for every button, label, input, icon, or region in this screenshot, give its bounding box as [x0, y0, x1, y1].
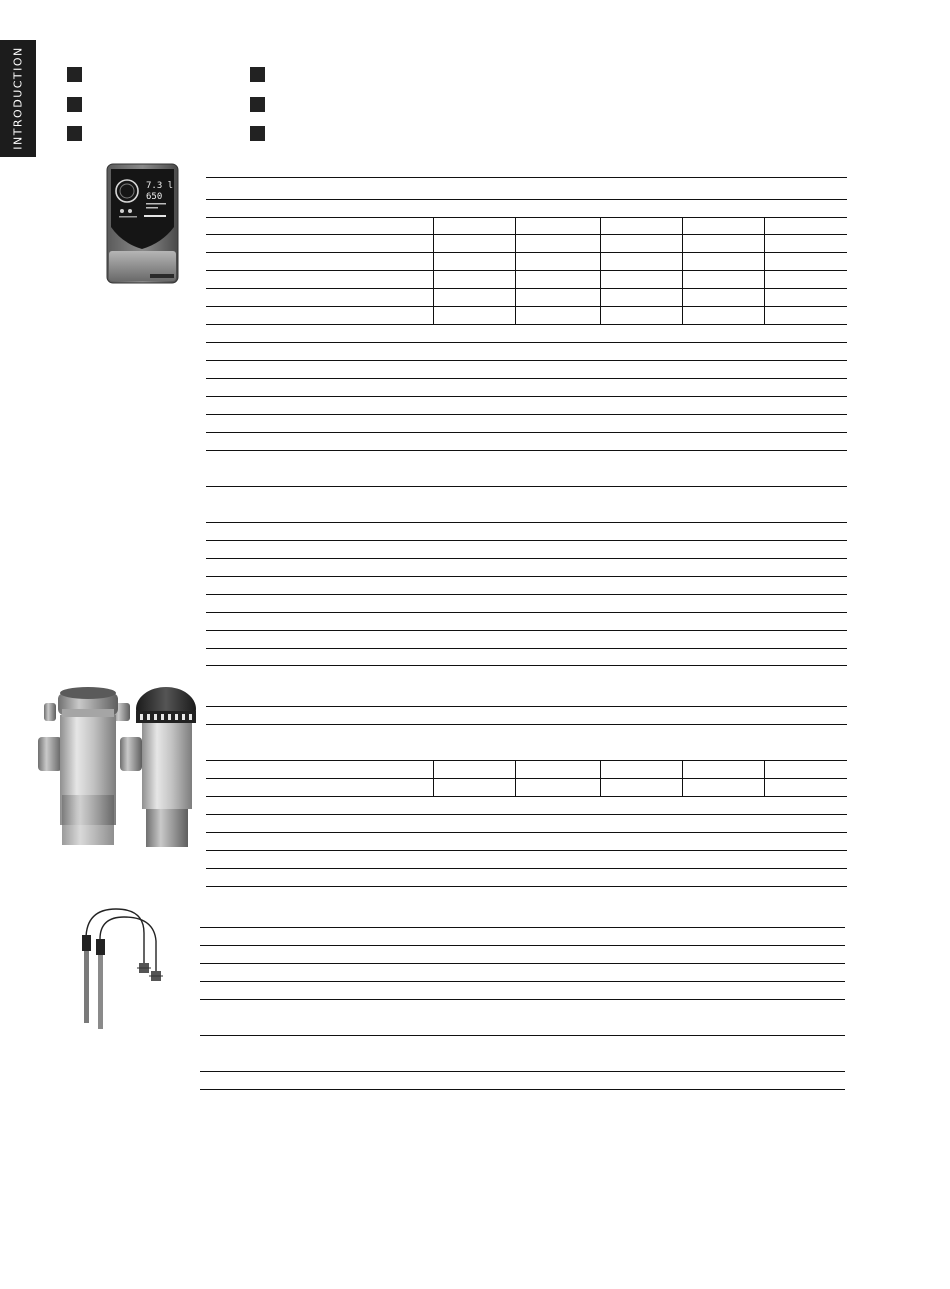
column-divider	[433, 760, 434, 796]
electrolysis-cell-image	[38, 685, 198, 848]
rule	[200, 945, 845, 946]
rule	[206, 270, 847, 271]
rule	[206, 432, 847, 433]
rule	[206, 378, 847, 379]
rule	[200, 981, 845, 982]
rule	[200, 963, 845, 964]
rule	[206, 706, 847, 707]
column-divider	[515, 760, 516, 796]
display-line-2: 650	[146, 192, 163, 202]
column-divider	[600, 217, 601, 324]
column-divider	[515, 217, 516, 324]
rule	[206, 850, 847, 851]
display-line-1: 7.3 l	[146, 181, 174, 191]
index-square-1	[67, 67, 82, 82]
rule	[206, 796, 847, 797]
rule	[200, 999, 845, 1000]
ph-orp-probes-image	[76, 905, 168, 1030]
column-divider	[764, 760, 765, 796]
rule	[206, 234, 847, 235]
column-divider	[682, 760, 683, 796]
rule	[206, 576, 847, 577]
index-square-5	[250, 97, 265, 112]
rule	[200, 1089, 845, 1090]
rule	[206, 648, 847, 649]
rule	[200, 1071, 845, 1072]
rule	[206, 886, 847, 887]
rule	[206, 288, 847, 289]
column-divider	[764, 217, 765, 324]
column-divider	[682, 217, 683, 324]
rule	[206, 252, 847, 253]
rule	[206, 724, 847, 725]
rule	[206, 324, 847, 325]
rule	[206, 630, 847, 631]
index-square-4	[250, 67, 265, 82]
rule	[206, 665, 847, 666]
rule	[206, 832, 847, 833]
rule	[206, 814, 847, 815]
rule	[206, 177, 847, 178]
rule	[206, 414, 847, 415]
controller-unit-image	[106, 163, 179, 284]
rule	[206, 594, 847, 595]
index-square-2	[67, 97, 82, 112]
rule	[200, 927, 845, 928]
column-divider	[600, 760, 601, 796]
rule	[206, 778, 847, 779]
rule	[206, 486, 847, 487]
rule	[206, 522, 847, 523]
rule	[206, 540, 847, 541]
rule	[206, 396, 847, 397]
rule	[206, 360, 847, 361]
rule	[206, 342, 847, 343]
rule	[206, 558, 847, 559]
rule	[206, 217, 847, 218]
sidebar-tab-label: INTRODUCTION	[11, 46, 25, 150]
rule	[206, 199, 847, 200]
rule	[206, 450, 847, 451]
index-square-6	[250, 126, 265, 141]
rule	[206, 306, 847, 307]
rule	[206, 612, 847, 613]
index-square-3	[67, 126, 82, 141]
rule	[206, 760, 847, 761]
column-divider	[433, 217, 434, 324]
rule	[200, 1035, 845, 1036]
rule	[206, 868, 847, 869]
